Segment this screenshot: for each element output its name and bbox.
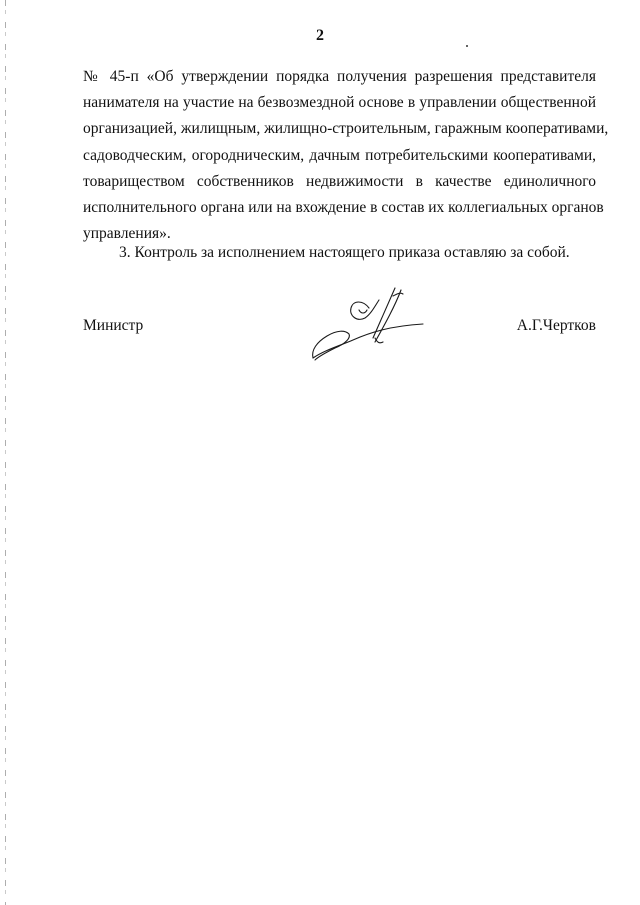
- body-line: № 45-п «Об утверждении порядка получения разрешения представителя: [83, 68, 596, 85]
- page-number: 2: [316, 27, 324, 44]
- body-line: садоводческим, огородническим, дачным потребительскими кооперативами,: [83, 146, 596, 164]
- body-line: исполнительного органа или на вхождение в состав их коллегиальных органов: [83, 198, 604, 216]
- handwritten-signature: [305, 280, 435, 372]
- signer-title: Министр: [83, 317, 144, 334]
- paragraph-3: 3. Контроль за исполнением настоящего приказа оставляю за собой.: [119, 244, 570, 261]
- body-line: управления».: [83, 225, 171, 243]
- body-line: организацией, жилищным, жилищно-строительным, гаражным кооперативами,: [83, 120, 609, 138]
- signer-name: А.Г.Чертков: [516, 317, 596, 334]
- scan-speck: [466, 45, 468, 47]
- scan-edge-artifact: [5, 0, 6, 905]
- body-line: нанимателя на участие на безвозмездной основе в управлении общественной: [83, 94, 596, 112]
- body-line: товариществом собственников недвижимости в качестве единоличного: [83, 172, 596, 190]
- body-paragraph: [83, 64, 609, 247]
